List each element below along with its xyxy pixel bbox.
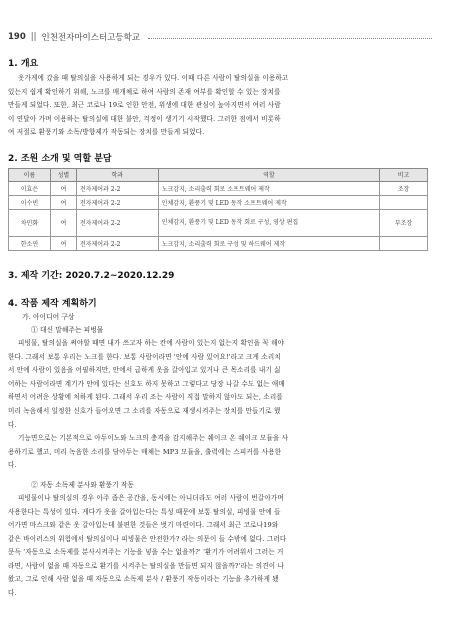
paragraph-line: 문득 '자동으로 소독제를 분사시켜주는 기능을 넣을 수는 없을까?' '환기가 어려워서 그러는 거 — [8, 548, 284, 557]
section-2-heading: 2. 조원 소개 및 역할 분담 — [8, 153, 112, 164]
cell-gender: 여 — [50, 236, 76, 250]
section-1-paragraph — [8, 72, 428, 140]
header-separator: || — [30, 32, 37, 42]
paragraph-line: 하면서 어려운 상황에 처하게 된다. 그래서 우리 조는 사람이 직접 말하지 않아도 되는, 소리를 — [8, 393, 283, 402]
running-header — [8, 30, 432, 44]
paragraph-line: 다. — [8, 461, 17, 470]
column-header: 학과 — [76, 168, 158, 181]
cell-note: 조장 — [380, 181, 428, 195]
document-body — [8, 56, 428, 601]
subsection-heading: 가. 아이디어 구상 — [22, 312, 75, 321]
table-header-row — [9, 168, 428, 181]
paragraph-line: 피빙물, 탈의실을 써야할 때면 내가 쓰고자 하는 칸에 사람이 있는지 없는지 확인을 꼭 해야 — [18, 338, 285, 347]
paragraph-line: 어가면 마스크와 같은 옷 갈아입는데 불편한 것들은 벗기 마련이다. 그래서 최근 코로나19와 — [8, 521, 279, 530]
column-header: 비고 — [380, 168, 428, 181]
paragraph-line: 기능면으로는 기본적으로 아두이노와 노크의 충격을 감지해주는 쉐이크 온 쉐이크 모듈을 사 — [18, 434, 289, 443]
team-roles-table — [8, 168, 428, 251]
cell-role: 노크감지, 소리출력 회로 구성 및 하드웨어 제작 — [158, 236, 379, 250]
cell-department: 전자제어과 2-2 — [76, 236, 158, 250]
cell-gender: 여 — [50, 195, 76, 209]
cell-note — [380, 236, 428, 250]
cell-department: 전자제어과 2-2 — [76, 195, 158, 209]
column-header: 성별 — [50, 168, 76, 181]
paragraph-line: 옷가게에 갔을 때 탈의실을 사용하게 되는 경우가 있다. 이때 다른 사람이 탈의실을 이용하고 — [18, 74, 289, 82]
paragraph-line: 이 연달아 가며 이용하는 탈의실에 대한 불안, 걱정이 생기기 시작했다. 그러한 점에서 비롯하 — [8, 114, 281, 123]
table-row — [9, 195, 428, 209]
paragraph-line: 다. — [8, 420, 17, 429]
paragraph-line: 피빙물이나 탈의실의 경우 아주 좁은 공간을, 동시에는 아니더라도 여러 사람이 번갈아가며 — [18, 493, 284, 502]
header-school-name: 인천전자마이스터고등학교 — [41, 33, 141, 43]
table-row — [9, 181, 428, 195]
cell-department: 전자제어과 2-2 — [76, 209, 158, 236]
cell-role: 노크감지, 소리출력 회로 소프트웨어 제작 — [158, 181, 379, 195]
cell-gender: 여 — [50, 181, 76, 195]
paragraph-line: 같은 바이러스의 위험에서 탈의실이나 피빙물은 안전한가? 라는 의문이 들 수밖에 없다. 그러다 — [8, 534, 287, 543]
table-row — [9, 209, 428, 236]
cell-name: 이수빈 — [9, 195, 51, 209]
section-3-heading: 3. 제작 기간: 2020.7.2~2020.12.29 — [8, 270, 175, 281]
cell-gender: 여 — [50, 209, 76, 236]
section-4-heading: 4. 작품 제작 계획하기 — [8, 298, 97, 309]
paragraph-line: 서 안에 사람이 있음을 어필하지만, 안에서 급하게 옷을 갈아입고 있거나 큰 목소리를 내기 싫 — [8, 366, 281, 375]
section-1-heading: 1. 개요 — [8, 59, 39, 69]
paragraph-line: 여 저절로 환풍기와 소독/방향제가 작동되는 장치를 만들게 되었다. — [8, 128, 205, 137]
table-row — [9, 236, 428, 250]
cell-name: 차민화 — [9, 209, 51, 236]
cell-role: 인체감지, 환풍기 및 LED 동작 소프트웨어 제작 — [158, 195, 379, 209]
paragraph-line: 있는지 쉽게 확인하기 위해, 노크를 매개체로 하여 사람의 존재 여부를 확인할 수 있는 장치를 — [8, 87, 281, 96]
item-1-paragraph-2 — [8, 432, 428, 473]
cell-note — [380, 195, 428, 209]
header-dotted-rule — [148, 37, 432, 39]
cell-role: 인체감지, 환풍기 및 LED 동작 회로 구성, 영상 편집 — [158, 209, 379, 236]
item-2-paragraph — [8, 492, 428, 601]
paragraph-line: 사용한다는 특성이 있다. 게다가 옷을 갈아입는다는 특성 때문에 보통 탈의실, 피빙물 안에 들 — [8, 507, 281, 516]
paragraph-line: 라면, 사람이 없을 때 자동으로 환기를 시켜주는 탈의실을 만들면 되지 않을까?'라는 의견이 나 — [8, 561, 285, 570]
cell-department: 전자제어과 2-2 — [76, 181, 158, 195]
column-header: 역할 — [158, 168, 379, 181]
cell-name: 한소연 — [9, 236, 51, 250]
item-heading: ① 대신 말해주는 피벙물 — [31, 325, 104, 334]
paragraph-line: 다. — [8, 589, 17, 598]
item-1-paragraph — [8, 337, 428, 432]
paragraph-line: 미리 녹음해서 일정한 신호가 들어오면 그 소리를 자동으로 재생시켜주는 장치를 만들기로 했 — [8, 406, 281, 415]
page-number: 190 — [8, 32, 26, 42]
cell-note: 부조장 — [380, 209, 428, 236]
paragraph-line: 만들게 되었다. 또한, 최근 코로나 19로 인한 안전, 위생에 대한 관심이 높아지면서 여러 사람 — [8, 101, 281, 110]
cell-name: 이효은 — [9, 181, 51, 195]
paragraph-line: 한다. 그래서 보통 우리는 노크를 한다. 보통 사람이라면 '안에 사람 있어요!'라고 크게 소리치 — [8, 352, 281, 361]
paragraph-line: 왔고, 그로 인해 사람 없을 때 자동으로 소독제 분사 / 환풍기 작동이라는 기능을 추가하게 됐 — [8, 575, 279, 584]
column-header: 이름 — [9, 168, 51, 181]
paragraph-line: 어하는 사람이라면 계기가 안에 있다는 신호도 하지 못하고 그렇다고 당장 나갈 수도 없는 애매 — [8, 379, 285, 388]
item-heading: ② 자동 소독제 분사와 환풍기 작동 — [31, 480, 134, 489]
paragraph-line: 용하기로 했고, 미리 녹음한 소리를 담아두는 매체는 MP3 모듈을, 출력에는 스피커를 사용한 — [8, 447, 282, 456]
